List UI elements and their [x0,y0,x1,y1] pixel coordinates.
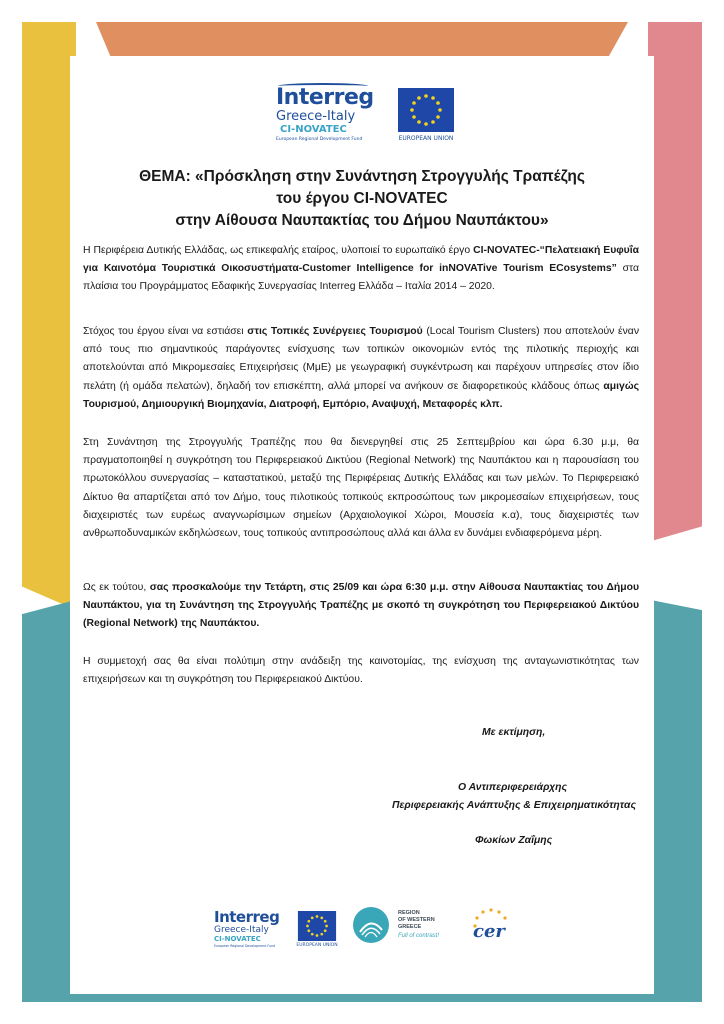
right-color-band [648,22,702,542]
invitation-emphasis: σας προσκαλούμε την Τετάρτη, στις 25/09 και ώρα 6:30 μ.μ. στην Αίθουσα Ναυπακτίας του Δήμου Ναυπάκτου, για τη Συνάντηση της Στρογγυλής Τραπέζης με σκοπό τη συγκρότηση του Περιφερειακού Δικτύου (Regional Network) της Ναυπάκτου. [83,582,639,630]
title-line-1: ΘΕΜΑ: «Πρόσκληση στην Συνάντηση Στρογγυλής Τραπέζης [139,168,585,185]
eu-label: EUROPEAN UNION [398,135,454,142]
closing-greeting: Με εκτίμηση, [482,727,546,738]
signatory-name: Φωκίων Ζαΐμης [475,835,553,846]
program-name: Greece-Italy [276,109,356,124]
paragraph-goal-description: (Local Tourism Clusters) που αποτελούν έναν από τους πιο σημαντικούς παράγοντες ενίσχυσης των τοπικών οικονομιών εντός της πιλοτικής περιοχής και αποτελούνται από Μικρομεσαίες Επιχειρήσεις (ΜμΕ) με γεωγραφική συγκέντρωση και παρέχουν υπηρεσίες στον ίδιο πελάτη (ή ομάδα πελατών), δηλαδή τον επισκέπτη, αλλά μπορεί να ανήκουν σε διαφορετικούς κλάδους όπως [83,326,640,392]
region-western-greece-logo [352,906,439,944]
paragraph-closing: Η συμμετοχή σας θα είναι πολύτιμη στην ανάδειξη της καινοτομίας, της ενίσχυση της ανταγωνιστικότητας των επιχειρήσεων και τη συγκρότηση του Περιφερειακού Δικτύου. [83,656,639,686]
header-logo [276,86,458,144]
title-line-3: στην Αίθουσα Ναυπακτίας του Δήμου Ναυπάκτου» [175,212,549,229]
top-color-band [96,22,628,60]
paragraph-goal [83,323,639,414]
paragraph-meeting: Στη Συνάντηση της Στρογγυλής Τραπέζης που θα διενεργηθεί στις 25 Σεπτεμβρίου και ώρα 6.30 μ.μ, θα πραγματοποιηθεί η συγκρότηση του Περιφερειακού Δικτύου (Regional Network) της Ναυπάκτου και η παρουσίαση του πρωτοκόλλου συνεργασίας – καταστατικού, μεταξύ της Περιφέρειας Δυτικής Ελλάδας και των μελών. Το Περιφερειακό Δίκτυο θα απαρτίζεται από τον Δήμο, τους πιλοτικούς τοπικούς εκπροσώπους των μικρομεσαίων επιχειρήσεων, τους διαχειριστές των ευρέως αναγνωρίσιμων σημείων (Αρχαιολογικοί Χώροι, Μουσεία κ.α), τους διαχειριστές των ανθρωποδυναμικών εκδηλώσεων, τους τοπικούς αντιπροσώπους αλλά και άλλα εν δυνάμει ενδιαφερόμενα μέρη. [83,437,639,540]
project-full-name: CI-NOVATEC-“Πελατειακή Ευφυΐα για Καινοτόμα Τουριστικά Οικοσυστήματα-Customer Intelligence for inNOVATive Tourism ECosystems” [83,245,639,275]
paragraph-invitation [83,579,639,634]
cer-logo [470,906,512,946]
paragraph-intro [83,242,639,297]
sectors-emphasis: αμιγώς Τουρισμού, Δημιουργική Βιομηχανία, Διατροφή, Εμπόριο, Αναψυχή, Μεταφορές κλπ. [83,380,639,410]
signatory-role: Ο Αντιπεριφερειάρχης [458,782,568,793]
footer-interreg-wordmark: Interreg [214,908,280,926]
cer-wordmark: cer [473,921,505,942]
page-title [80,166,644,232]
region-slogan: Full of contrast! [398,933,440,939]
paragraph-intro-program: στα πλαίσια του Προγράμματος Εδαφικής Συνεργασίας Interreg Ελλάδα – Ιταλία 2014 – 2020. [83,263,639,293]
interreg-logo [276,86,380,144]
signatory-department: Περιφερειακής Ανάπτυξης & Επιχειρηματικότητας [392,800,636,811]
paragraph-intro-text: Η Περιφέρεια Δυτικής Ελλάδας, ως επικεφαλής εταίρος, υλοποιεί το ευρωπαϊκό έργο [83,245,474,256]
left-color-band [22,22,76,610]
footer-eu-label: EUROPEAN UNION [296,942,338,948]
region-line-3: GREECE [398,924,422,930]
eu-flag-icon [398,88,454,132]
title-line-2: του έργου CI-NOVATEC [276,190,448,207]
region-line-2: OF WESTERN [398,917,435,923]
footer-project-name: CI-NOVATEC [214,935,261,943]
footer-eu-logo [294,911,340,948]
eu-flag-logo [394,88,458,142]
fund-name: European Regional Development Fund [276,137,363,142]
footer-fund-name: European Regional Development Fund [214,944,276,948]
region-emblem-icon [352,906,390,944]
interreg-wordmark: Interreg [276,85,374,110]
footer-program-name: Greece-Italy [214,925,269,935]
paragraph-goal-text: Στόχος του έργου είναι να εστιάσει [83,326,248,337]
interreg-swoosh-icon [278,83,368,89]
footer-interreg-logo [214,909,340,949]
footer-eu-flag-icon [296,911,338,941]
paragraph-invitation-text: Ως εκ τούτου, [83,582,150,593]
project-name: CI-NOVATEC [280,124,347,135]
local-clusters-emphasis: στις Τοπικές Συνέργειες Τουρισμού [247,326,423,337]
region-line-1: REGION [398,910,420,916]
